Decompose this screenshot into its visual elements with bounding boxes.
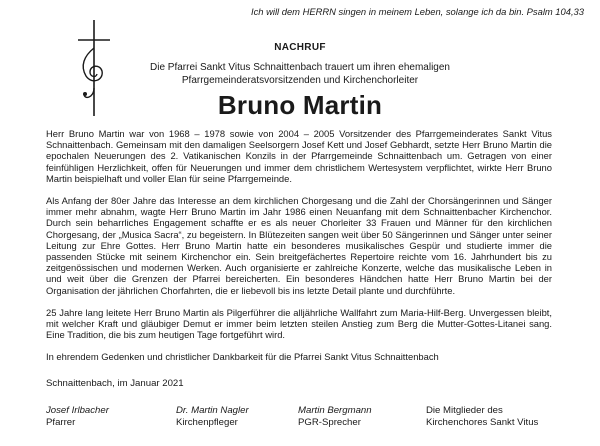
- signature-role: PGR-Sprecher: [298, 417, 361, 428]
- signature-block: [298, 405, 372, 429]
- paragraph: 25 Jahre lang leitete Herr Bruno Martin als Pilgerführer die alljährliche Wallfahrt zum Maria-Hilf-Berg. Unvergessen bleibt, mit welcher Kraft und gläubiger Demut er immer beim letzten steilen Anstieg zum Berg die Mutter-Gottes-Litanei sang. Eine Tradition, die bis zum heutigen Tage fortgeführt wird.: [46, 306, 552, 341]
- closing-line: In ehrendem Gedenken und christlicher Dankbarkeit für die Pfarrei Sankt Vitus Schnaittenbach: [46, 351, 439, 363]
- paragraph: Als Anfang der 80er Jahre das Interesse an dem kirchlichen Chorgesang und die Zahl der Chorsängerinnen und Sänger immer mehr abnahm, wagte Herr Bruno Martin im Jahr 1986 einen Neuanfang mit dem Schnaittenbacher Kirchenchor. Durch sein beharrliches Engagement schaffte er es als neuer Chorleiter 33 Frauen und Männer für den kirchlichen Chorgesang, der „Musica Sacra“, zu begeistern. In Blütezeiten sangen weit über 50 Sängerinnen und Sänger unter seiner Leitung zur Ehre Gottes. Herr Bruno Martin hatte ein besonderes musikalisches Gespür und studierte immer die passenden Stücke mit seinem Kirchenchor ein. Sein breitgefächertes Repertoire reichte vom 16. Jahrhundert bis zu zeitgenössischen und modernen Werken. Auch organisierte er zahlreiche Konzerte, welche das musikalische Leben in und weit über die Grenzen der Pfarrei bereicherten. Ein besonderes Händchen hatte Herr Bruno Martin bei der Organisation der jährlichen Chorfahrten, die er liebevoll bis ins letzte Detail plante und durchführte.: [46, 195, 552, 296]
- psalm-quote: Ich will dem HERRN singen in meinem Leben, solange ich da bin. Psalm 104,33: [251, 6, 584, 17]
- obituary-body: [46, 128, 552, 374]
- signature-name: Josef Irlbacher: [46, 405, 109, 416]
- signature-name: Martin Bergmann: [298, 405, 372, 416]
- deceased-name: Bruno Martin: [217, 90, 383, 120]
- signature-name: Die Mitglieder des: [426, 405, 503, 416]
- intro-line: Pfarrgemeinderatsvorsitzenden und Kirchenchorleiter: [181, 74, 419, 86]
- signature-role: Kirchenpfleger: [176, 417, 238, 428]
- intro-line: Die Pfarrei Sankt Vitus Schnaittenbach trauert um ihren ehemaligen: [150, 62, 450, 73]
- signature-role: Pfarrer: [46, 417, 76, 428]
- heading: NACHRUF: [274, 42, 326, 53]
- place-date: Schnaittenbach, im Januar 2021: [46, 378, 184, 389]
- signature-block: [46, 405, 109, 429]
- signature-role: Kirchenchores Sankt Vitus: [426, 417, 539, 428]
- signature-name: Dr. Martin Nagler: [176, 405, 249, 416]
- paragraph: Herr Bruno Martin war von 1968 – 1978 sowie von 2004 – 2005 Vorsitzender des Pfarrgemeinderates Sankt Vitus Schnaittenbach. Gemeinsam mit den damaligen Seelsorgern Josef Kett und Josef Gebhardt, setzte Herr Bruno Martin die epochalen Neuerungen des 2. Vatikanischen Konzils in der Pfarrgemeinde Schnaittenbach um. Getragen von einer feinfühligen Herzlichkeit, offen für Neuerungen und immer dem christlichem Wertesystem verpflichtet, wirkte Herr Bruno Martin beispielhaft und voller Elan für seine Pfarrgemeinde.: [46, 128, 552, 184]
- signature-block: [426, 405, 538, 429]
- intro: [0, 62, 600, 87]
- signature-block: [176, 405, 249, 429]
